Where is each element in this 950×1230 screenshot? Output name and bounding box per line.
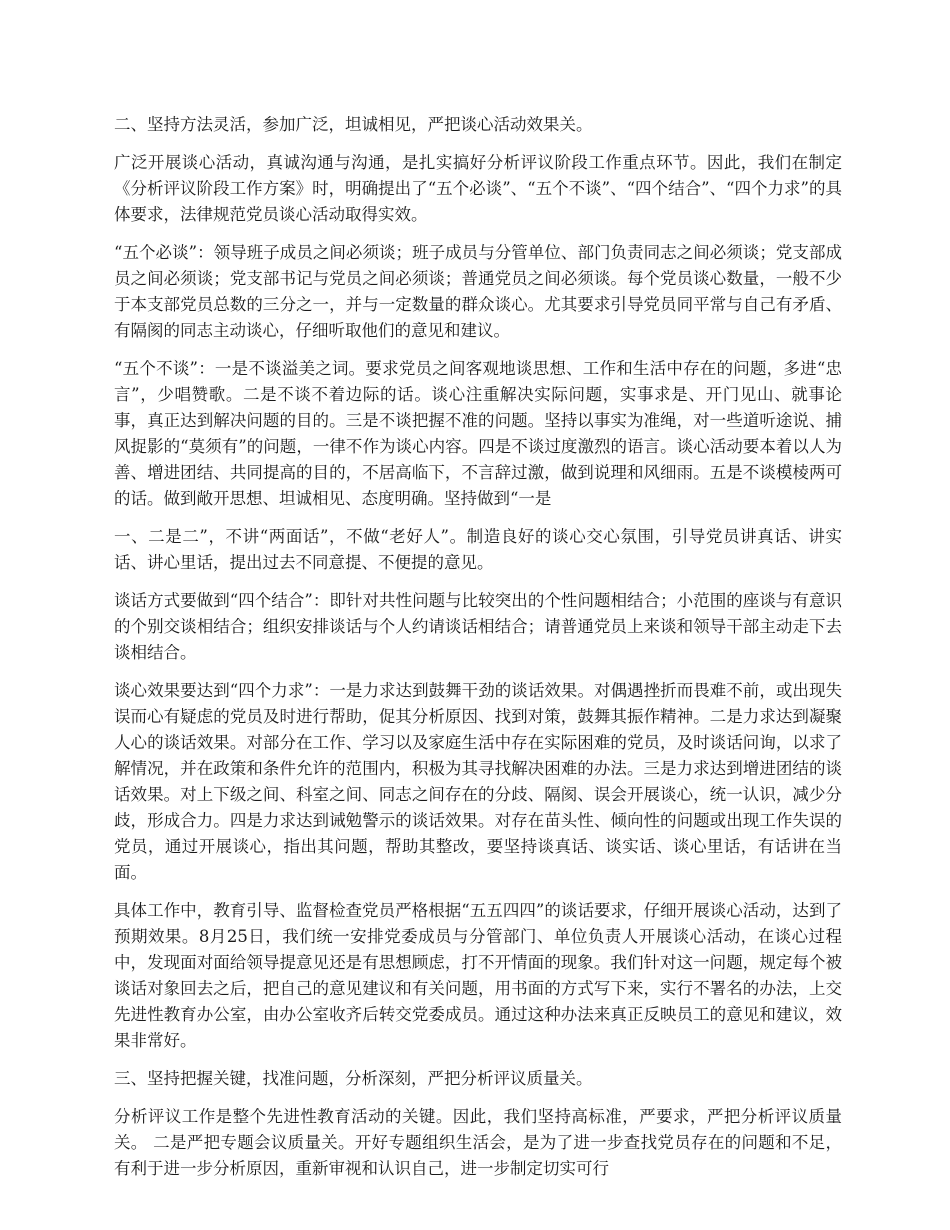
paragraph-analysis: 分析评议工作是整个先进性教育活动的关键。因此，我们坚持高标准，严要求，严把分析评议质量关。 二是严把专题会议质量关。开好专题组织生活会，是为了进一步查找党员存在的问题和不足，有利于进一步分析原因，重新审视和认识自己，进一步制定切实可行: [114, 1107, 842, 1178]
paragraph-five-no-talk: “五个不谈”：一是不谈溢美之词。要求党员之间客观地谈思想、工作和生活中存在的问题，多进“忠言”，少唱赞歌。二是不谈不着边际的话。谈心注重解决实际问题，实事求是、开门见山、就事论事，真正达到解决问题的目的。三是不谈把握不准的问题。坚持以事实为准绳，对一些道听途说、捕风捉影的“莫须有”的问题，一律不作为谈心内容。四是不谈过度激烈的语言。谈心活动要本着以人为善、增进团结、共同提高的目的，不居高临下，不言辞过激，做到说理和风细雨。五是不谈模棱两可的话。做到敞开思想、坦诚相见、态度明确。坚持做到“一是: [114, 359, 842, 508]
paragraph-five-must-talk: “五个必谈”：领导班子成员之间必须谈；班子成员与分管单位、部门负责同志之间必须谈；党支部成员之间必须谈；党支部书记与党员之间必须谈；普通党员之间必须谈。每个党员谈心数量，一般不少于本支部党员总数的三分之一，并与一定数量的群众谈心。尤其要求引导党员同平常与自己有矛盾、有隔阂的同志主动谈心，仔细听取他们的意见和建议。: [114, 243, 842, 340]
paragraph-four-strives: 谈心效果要达到“四个力求”：一是力求达到鼓舞干劲的谈话效果。对偶遇挫折而畏难不前，或出现失误而心有疑虑的党员及时进行帮助，促其分析原因、找到对策，鼓舞其振作精神。二是力求达到凝聚人心的谈话效果。对部分在工作、学习以及家庭生活中存在实际困难的党员，及时谈话问询，以求了解情况，并在政策和条件允许的范围内，积极为其寻找解决困难的办法。三是力求达到增进团结的谈话效果。对上下级之间、科室之间、同志之间存在的分歧、隔阂、误会开展谈心，统一认识，减少分歧，形成合力。四是力求达到诫勉警示的谈话效果。对存在苗头性、倾向性的问题或出现工作失误的党员，通过开展谈心，指出其问题，帮助其整改，要坚持谈真话、谈实话、谈心里话，有话讲在当面。: [114, 681, 842, 882]
document-body: [114, 112, 842, 1194]
section-heading-2: 二、坚持方法灵活，参加广泛，坦诚相见，严把谈心活动效果关。: [114, 115, 593, 134]
paragraph-four-combinations: 谈话方式要做到“四个结合”：即针对共性问题与比较突出的个性问题相结合；小范围的座谈与有意识的个别交谈相结合；组织安排谈话与个人约请谈话相结合；请普通党员上来谈和领导干部主动走下去谈相结合。: [114, 591, 842, 662]
paragraph-intro: 广泛开展谈心活动，真诚沟通与沟通，是扎实搞好分析评议阶段工作重点环节。因此，我们在制定《分析评议阶段工作方案》时，明确提出了“五个必谈”、“五个不谈”、“四个结合”、“四个力求”的具体要求，法律规范党员谈心活动取得实效。: [114, 153, 842, 224]
paragraph-practice: 具体工作中，教育引导、监督检查党员严格根据“五五四四”的谈话要求，仔细开展谈心活动，达到了预期效果。8月25日，我们统一安排党委成员与分管部门、单位负责人开展谈心活动，在谈心过程中，发现面对面给领导提意见还是有思想顾虑，打不开情面的现象。我们针对这一问题，规定每个被谈话对象回去之后，把自己的意见建议和有关问题，用书面的方式写下来，实行不署名的办法，上交先进性教育办公室，由办公室收齐后转交党委成员。通过这种办法来真正反映员工的意见和建议，效果非常好。: [114, 901, 842, 1050]
paragraph-continuation: 一、二是二”，不讲“两面话”，不做“老好人”。制造良好的谈心交心氛围，引导党员讲真话、讲实话、讲心里话，提出过去不同意提、不便提的意见。: [114, 527, 842, 572]
section-heading-3: 三、坚持把握关键，找准问题，分析深刻，严把分析评议质量关。: [114, 1069, 593, 1088]
